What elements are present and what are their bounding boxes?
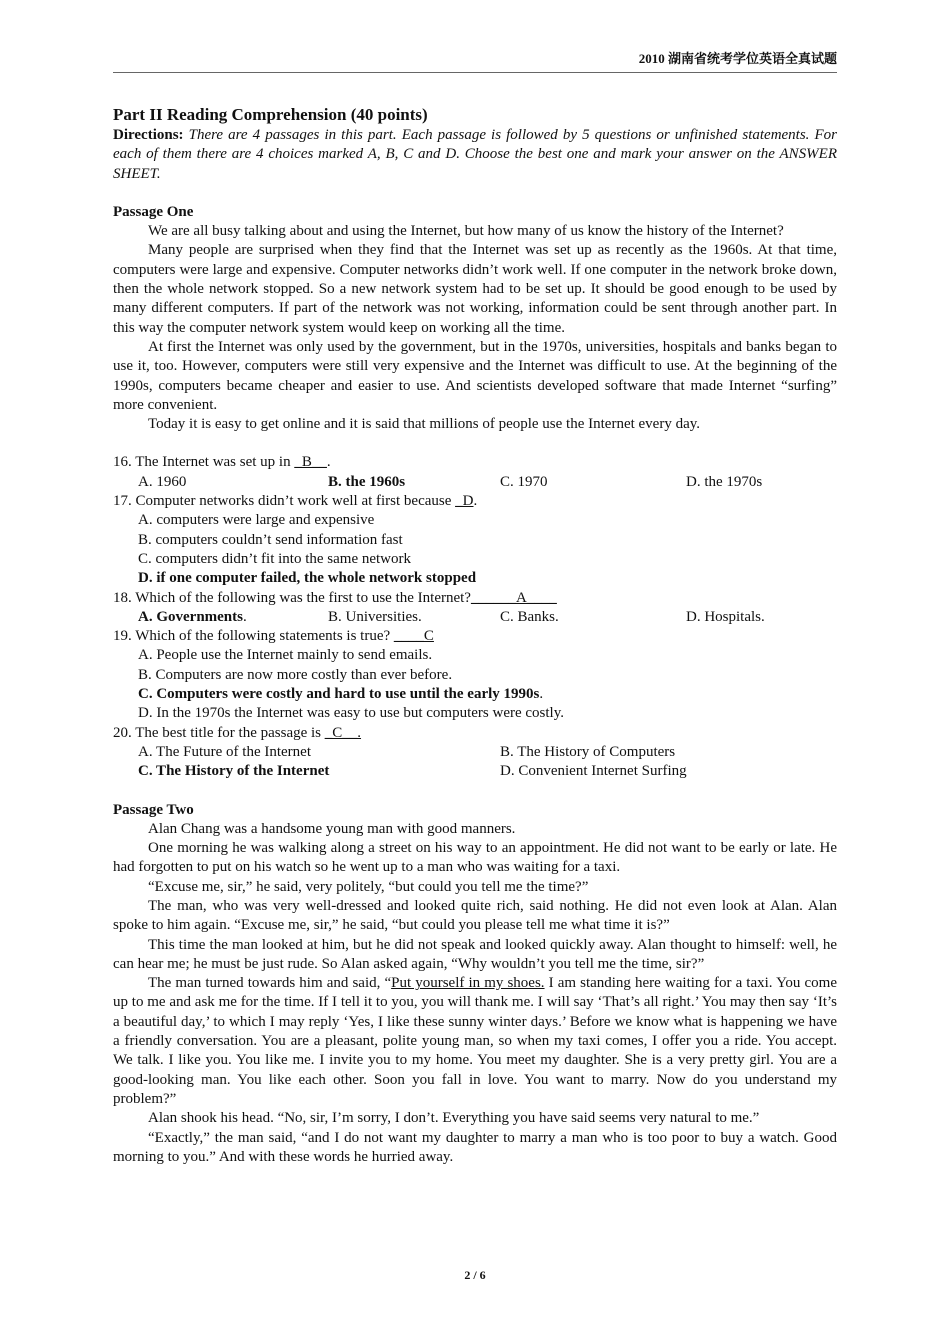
option-a: A. Governments.	[138, 608, 247, 625]
question-19	[113, 627, 837, 646]
passage-two-paragraph: This time the man looked at him, but he did not speak and looked quickly away. Alan thought to himself: well, he can hear me; he must be just rude. So Alan asked again, “Why wouldn’t you tell me the time, sir?”	[113, 936, 837, 972]
option-a: A. People use the Internet mainly to send emails.	[138, 647, 433, 664]
question-20-options-row1	[113, 743, 837, 762]
directions	[113, 126, 837, 184]
question-20	[113, 724, 837, 743]
answer-blank: ____C	[393, 628, 434, 645]
passage-one-paragraph: At first the Internet was only used by the government, but in the 1970s, universities, hospitals and banks began to use it, too. However, computers were still very expensive and the Internet was difficult to use. At the beginning of the 1990s, computers became cheaper and easier to use. And scientists developed software that made Internet “surfing” more convenient.	[113, 338, 837, 413]
option-c: C. computers didn’t fit into the same network	[138, 550, 412, 567]
question-list	[113, 453, 837, 781]
answer-blank: _D	[455, 493, 474, 510]
directions-text: There are 4 passages in this part. Each passage is followed by 5 questions or unfinished statements. For each of them there are 4 choices marked A, B, C and D. Choose the best one and mark your answer on the ANSWER SHEET.	[113, 127, 838, 182]
passage-two-heading: Passage Two	[113, 801, 194, 818]
option-b: B. the 1960s	[328, 473, 406, 490]
question-20-options-row2	[113, 762, 837, 781]
passage-two-paragraph: “Excuse me, sir,” he said, very politely, “but could you tell me the time?”	[148, 878, 589, 895]
question-17: 17. Computer networks didn’t work well at first because _D.	[113, 493, 478, 510]
option-d: D. In the 1970s the Internet was easy to use but computers were costly.	[138, 705, 564, 722]
option-d: D. the 1970s	[686, 473, 763, 490]
passage-two-paragraph: Alan Chang was a handsome young man with good manners.	[148, 820, 516, 837]
question-stem: 16. The Internet was set up in	[113, 454, 295, 471]
option-a: A. computers were large and expensive	[138, 512, 375, 529]
option-c: C. Banks.	[500, 608, 559, 625]
option-c: C. The History of the Internet	[138, 763, 330, 780]
header-rule	[113, 72, 837, 73]
page-header: 2010 湖南省统考学位英语全真试题	[638, 51, 837, 66]
part-title: Part II Reading Comprehension (40 points)	[113, 105, 428, 124]
option-a: A. The Future of the Internet	[138, 743, 312, 760]
passage-two-paragraph: “Exactly,” the man said, “and I do not want my daughter to marry a man who is too poor to buy a watch. Good morning to you.” And with these words he hurried away.	[113, 1129, 837, 1165]
question-stem: 17. Computer networks didn’t work well at first because	[113, 493, 456, 510]
option-b: B. computers couldn’t send information fast	[138, 531, 403, 548]
directions-label: Directions:	[113, 127, 184, 143]
answer-blank: ______A____	[470, 589, 557, 606]
page-content	[113, 104, 837, 1167]
option-d: D. Convenient Internet Surfing	[500, 763, 687, 780]
passage-one-paragraph: Many people are surprised when they find that the Internet was set up as recently as the 1960s. At that time, computers were large and expensive. Computer networks didn’t work well. If one computer in the network broke down, then the whole network stopped. So a new network system had to be set up. It should be good enough to be used by many different computers. If part of the network was not working, information could be sent through another part. In this way the computer network system would keep on working all the time.	[113, 242, 837, 336]
answer-blank: _B__	[294, 454, 327, 471]
option-a: A. 1960	[138, 473, 187, 490]
question-18	[113, 589, 837, 608]
question-18-options	[113, 608, 837, 627]
question-16-options	[113, 473, 837, 492]
option-b: B. Computers are now more costly than ever before.	[138, 666, 453, 683]
option-b: B. The History of Computers	[500, 743, 676, 760]
passage-one-heading: Passage One	[113, 203, 194, 220]
passage-one-paragraph: We are all busy talking about and using the Internet, but how many of us know the history of the Internet?	[148, 223, 784, 240]
option-d: D. if one computer failed, the whole network stopped	[138, 570, 477, 587]
passage-two-paragraph: The man turned towards him and said, “Put yourself in my shoes. I am standing here waiting for a taxi. You come up to me and ask me for the time. If I tell it to you, you will thank me. I will say ‘That’s all right.’ You may then say ‘It’s a beautiful day,’ to which I may reply ‘Yes, I like these sunny winter days.’ Before we know what is happening we have a friendly conversation. You are a pleasant, polite young man, so when my taxi comes, I offer you a ride. You accept. We talk. I like you. You like me. I invite you to my home. You meet my daughter. She is a very pretty girl. You are a good-looking man. You like each other. Soon you fall in love. You want to marry. Now do you understand my problem?”	[113, 975, 837, 1107]
option-b: B. Universities.	[328, 608, 422, 625]
question-stem: 20. The best title for the passage is	[113, 724, 325, 741]
question-stem: 18. Which of the following was the first to use the Internet?	[113, 589, 471, 606]
passage-two-paragraph: Alan shook his head. “No, sir, I’m sorry, I don’t. Everything you have said seems very natural to me.”	[148, 1110, 760, 1127]
passage-one-paragraph: Today it is easy to get online and it is said that millions of people use the Internet every day.	[148, 416, 701, 433]
option-c: C. Computers were costly and hard to use until the early 1990s.	[138, 686, 544, 703]
page-number: 2 / 6	[464, 1268, 486, 1282]
option-c: C. 1970	[500, 473, 548, 490]
question-16: 16. The Internet was set up in _B__.	[113, 454, 331, 471]
passage-two-paragraph: The man, who was very well-dressed and looked quite rich, said nothing. He did not even look at Alan. Alan spoke to him again. “Excuse me, sir,” he said, “but could you please tell me what time it is?”	[113, 897, 837, 934]
question-stem: 19. Which of the following statements is true?	[113, 628, 394, 645]
answer-blank: _C__.	[324, 724, 362, 741]
option-d: D. Hospitals.	[686, 608, 765, 625]
passage-two-paragraph: One morning he was walking along a street on his way to an appointment. He did not want to be early or late. He had forgotten to put on his watch so he went up to a man who was waiting for a taxi.	[113, 840, 837, 876]
underlined-phrase: Put yourself in my shoes.	[391, 975, 545, 992]
